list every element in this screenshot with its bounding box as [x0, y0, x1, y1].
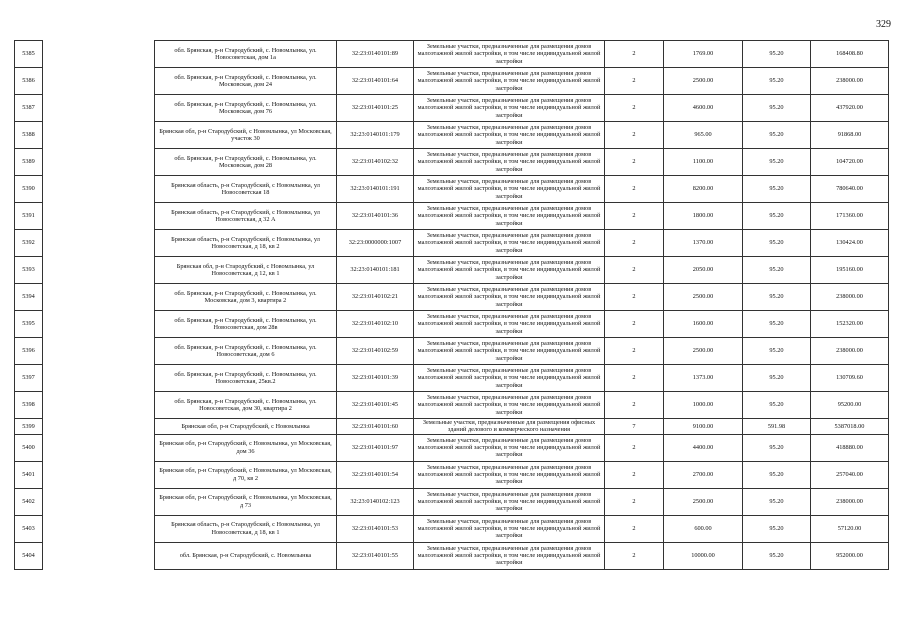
row-number: 5387: [15, 95, 43, 122]
blank-gap: [43, 203, 155, 230]
rate-cell: 95.20: [743, 230, 811, 257]
blank-gap: [43, 365, 155, 392]
table-row: [15, 257, 889, 284]
row-number: 5390: [15, 176, 43, 203]
group-cell: 2: [605, 392, 664, 419]
area-cell: 2700.00: [664, 461, 743, 488]
cadastral-number-cell: 32:23:0140101:53: [337, 515, 414, 542]
cadastral-number-cell: 32:23:0140101:54: [337, 461, 414, 488]
address-cell: Брянская область, р-н Стародубский, с Новомлынка, ул Новосоветская 18: [155, 176, 337, 203]
cadastral-number-cell: 32:23:0140101:179: [337, 122, 414, 149]
area-cell: 4600.00: [664, 95, 743, 122]
rate-cell: 95.20: [743, 392, 811, 419]
group-cell: 2: [605, 488, 664, 515]
land-use-cell: Земельные участки, предназначенные для размещения домов малоэтажной жилой застройки, в том числе индивидуальной жилой застройки: [414, 515, 605, 542]
row-number: 5395: [15, 311, 43, 338]
table-row: [15, 149, 889, 176]
address-cell: обл. Брянская, р-н Стародубский, с. Новомлынка, ул. Новосоветская, дом 28в: [155, 311, 337, 338]
blank-gap: [43, 257, 155, 284]
address-cell: Брянская обл, р-н Стародубский, с Новомлынка, ул Московская, д 73: [155, 488, 337, 515]
land-use-cell: Земельные участки, предназначенные для размещения домов малоэтажной жилой застройки, в том числе индивидуальной жилой застройки: [414, 122, 605, 149]
group-cell: 2: [605, 284, 664, 311]
land-use-cell: Земельные участки, предназначенные для размещения домов малоэтажной жилой застройки, в том числе индивидуальной жилой застройки: [414, 434, 605, 461]
page-number: 329: [876, 19, 891, 30]
rate-cell: 95.20: [743, 149, 811, 176]
row-number: 5397: [15, 365, 43, 392]
address-cell: Брянская область, р-н Стародубский, с Новомлынка, ул Новосоветская, д 18, кв 1: [155, 515, 337, 542]
rate-cell: 95.20: [743, 41, 811, 68]
land-use-cell: Земельные участки, предназначенные для размещения домов малоэтажной жилой застройки, в том числе индивидуальной жилой застройки: [414, 365, 605, 392]
area-cell: 1600.00: [664, 311, 743, 338]
area-cell: 2500.00: [664, 68, 743, 95]
land-use-cell: Земельные участки, предназначенные для размещения домов малоэтажной жилой застройки, в том числе индивидуальной жилой застройки: [414, 176, 605, 203]
table-row: [15, 338, 889, 365]
table-row: [15, 392, 889, 419]
area-cell: 600.00: [664, 515, 743, 542]
blank-gap: [43, 176, 155, 203]
group-cell: 2: [605, 542, 664, 569]
rate-cell: 95.20: [743, 515, 811, 542]
cadastral-value-cell: 195160.00: [811, 257, 889, 284]
row-number: 5399: [15, 419, 43, 435]
address-cell: обл. Брянская, р-н Стародубский, с. Новомлынка, ул. Новосоветская, дом 30, квартира 2: [155, 392, 337, 419]
address-cell: обл. Брянская, р-н Стародубский, с. Новомлынка, ул. Московская, дом 3, квартира 2: [155, 284, 337, 311]
cadastral-number-cell: 32:23:0140101:36: [337, 203, 414, 230]
address-cell: Брянская область, р-н Стародубский, с Новомлынка, ул Новосоветская, д 18, кв 2: [155, 230, 337, 257]
group-cell: 2: [605, 311, 664, 338]
blank-gap: [43, 515, 155, 542]
area-cell: 965.00: [664, 122, 743, 149]
cadastral-number-cell: 32:23:0140102:32: [337, 149, 414, 176]
table-row: [15, 515, 889, 542]
cadastral-value-cell: 238000.00: [811, 338, 889, 365]
address-cell: Брянская обл, р-н Стародубский, с Новомлынка, ул Московская, участок 30: [155, 122, 337, 149]
group-cell: 2: [605, 365, 664, 392]
blank-gap: [43, 41, 155, 68]
row-number: 5388: [15, 122, 43, 149]
cadastral-number-cell: 32:23:0140101:39: [337, 365, 414, 392]
group-cell: 7: [605, 419, 664, 435]
land-use-cell: Земельные участки, предназначенные для размещения домов малоэтажной жилой застройки, в том числе индивидуальной жилой застройки: [414, 41, 605, 68]
cadastral-number-cell: 32:23:0140101:97: [337, 434, 414, 461]
table-row: [15, 488, 889, 515]
area-cell: 9100.00: [664, 419, 743, 435]
rate-cell: 95.20: [743, 95, 811, 122]
rate-cell: 95.20: [743, 311, 811, 338]
address-cell: обл. Брянская, р-н Стародубский, с. Новомлынка, ул. Новосоветская, 25кв.2: [155, 365, 337, 392]
blank-gap: [43, 311, 155, 338]
table-row: [15, 203, 889, 230]
cadastral-number-cell: 32:23:0140102:10: [337, 311, 414, 338]
row-number: 5398: [15, 392, 43, 419]
blank-gap: [43, 392, 155, 419]
group-cell: 2: [605, 41, 664, 68]
land-use-cell: Земельные участки, предназначенные для размещения домов малоэтажной жилой застройки, в том числе индивидуальной жилой застройки: [414, 488, 605, 515]
row-number: 5389: [15, 149, 43, 176]
blank-gap: [43, 419, 155, 435]
address-cell: Брянская обл, р-н Стародубский, с Новомлынка, ул Московская, дом 36: [155, 434, 337, 461]
cadastral-value-cell: 437920.00: [811, 95, 889, 122]
cadastral-value-cell: 152320.00: [811, 311, 889, 338]
rate-cell: 95.20: [743, 284, 811, 311]
cadastral-value-cell: 5387018.00: [811, 419, 889, 435]
group-cell: 2: [605, 203, 664, 230]
table-row: [15, 461, 889, 488]
cadastral-value-cell: 238000.00: [811, 488, 889, 515]
row-number: 5394: [15, 284, 43, 311]
registry-table: [14, 40, 889, 570]
rate-cell: 95.20: [743, 176, 811, 203]
land-use-cell: Земельные участки, предназначенные для размещения домов малоэтажной жилой застройки, в том числе индивидуальной жилой застройки: [414, 230, 605, 257]
rate-cell: 95.20: [743, 68, 811, 95]
cadastral-value-cell: 130709.60: [811, 365, 889, 392]
cadastral-value-cell: 104720.00: [811, 149, 889, 176]
cadastral-value-cell: 171360.00: [811, 203, 889, 230]
cadastral-value-cell: 238000.00: [811, 284, 889, 311]
blank-gap: [43, 68, 155, 95]
table-row: [15, 41, 889, 68]
cadastral-value-cell: 238000.00: [811, 68, 889, 95]
blank-gap: [43, 95, 155, 122]
blank-gap: [43, 284, 155, 311]
cadastral-number-cell: 32:23:0140101:181: [337, 257, 414, 284]
address-cell: Брянская обл, р-н Стародубский, с Новомлынка, ул Московская, д 70, кв 2: [155, 461, 337, 488]
address-cell: Брянская область, р-н Стародубский, с Новомлынка, ул Новосоветская, д 32 А: [155, 203, 337, 230]
blank-gap: [43, 338, 155, 365]
group-cell: 2: [605, 434, 664, 461]
table-row: [15, 434, 889, 461]
area-cell: 1370.00: [664, 230, 743, 257]
address-cell: обл. Брянская, р-н Стародубский, с. Новомлынка, ул. Московская, дом 76: [155, 95, 337, 122]
registry-rows: [15, 41, 889, 570]
row-number: 5385: [15, 41, 43, 68]
cadastral-value-cell: 91868.00: [811, 122, 889, 149]
group-cell: 2: [605, 95, 664, 122]
blank-gap: [43, 461, 155, 488]
area-cell: 10000.00: [664, 542, 743, 569]
area-cell: 1800.00: [664, 203, 743, 230]
land-use-cell: Земельные участки, предназначенные для размещения офисных зданий делового и коммерческого назначения: [414, 419, 605, 435]
cadastral-value-cell: 952000.00: [811, 542, 889, 569]
table-row: [15, 68, 889, 95]
row-number: 5392: [15, 230, 43, 257]
cadastral-number-cell: 32:23:0140101:25: [337, 95, 414, 122]
land-use-cell: Земельные участки, предназначенные для размещения домов малоэтажной жилой застройки, в том числе индивидуальной жилой застройки: [414, 338, 605, 365]
cadastral-number-cell: 32:23:0140101:55: [337, 542, 414, 569]
group-cell: 2: [605, 176, 664, 203]
land-use-cell: Земельные участки, предназначенные для размещения домов малоэтажной жилой застройки, в том числе индивидуальной жилой застройки: [414, 542, 605, 569]
table-row: [15, 176, 889, 203]
cadastral-number-cell: 32:23:0140101:45: [337, 392, 414, 419]
table-row: [15, 95, 889, 122]
area-cell: 8200.00: [664, 176, 743, 203]
rate-cell: 95.20: [743, 434, 811, 461]
area-cell: 2500.00: [664, 338, 743, 365]
land-use-cell: Земельные участки, предназначенные для размещения домов малоэтажной жилой застройки, в том числе индивидуальной жилой застройки: [414, 203, 605, 230]
row-number: 5400: [15, 434, 43, 461]
cadastral-number-cell: 32:23:0140102:21: [337, 284, 414, 311]
area-cell: 1000.00: [664, 392, 743, 419]
row-number: 5402: [15, 488, 43, 515]
land-use-cell: Земельные участки, предназначенные для размещения домов малоэтажной жилой застройки, в том числе индивидуальной жилой застройки: [414, 311, 605, 338]
cadastral-value-cell: 95200.00: [811, 392, 889, 419]
row-number: 5393: [15, 257, 43, 284]
row-number: 5403: [15, 515, 43, 542]
blank-gap: [43, 488, 155, 515]
land-use-cell: Земельные участки, предназначенные для размещения домов малоэтажной жилой застройки, в том числе индивидуальной жилой застройки: [414, 149, 605, 176]
cadastral-number-cell: 32:23:0140101:89: [337, 41, 414, 68]
rate-cell: 95.20: [743, 488, 811, 515]
blank-gap: [43, 434, 155, 461]
blank-gap: [43, 542, 155, 569]
cadastral-number-cell: 32:23:0000000:1007: [337, 230, 414, 257]
land-use-cell: Земельные участки, предназначенные для размещения домов малоэтажной жилой застройки, в том числе индивидуальной жилой застройки: [414, 392, 605, 419]
area-cell: 1373.00: [664, 365, 743, 392]
cadastral-number-cell: 32:23:0140102:123: [337, 488, 414, 515]
row-number: 5401: [15, 461, 43, 488]
table-row: [15, 311, 889, 338]
table-row: [15, 230, 889, 257]
address-cell: обл. Брянская, р-н Стародубский, с. Новомлынка: [155, 542, 337, 569]
cadastral-value-cell: 168408.80: [811, 41, 889, 68]
rate-cell: 95.20: [743, 122, 811, 149]
cadastral-value-cell: 57120.00: [811, 515, 889, 542]
cadastral-value-cell: 257040.00: [811, 461, 889, 488]
group-cell: 2: [605, 149, 664, 176]
group-cell: 2: [605, 257, 664, 284]
land-use-cell: Земельные участки, предназначенные для размещения домов малоэтажной жилой застройки, в том числе индивидуальной жилой застройки: [414, 95, 605, 122]
blank-gap: [43, 122, 155, 149]
rate-cell: 95.20: [743, 365, 811, 392]
land-use-cell: Земельные участки, предназначенные для размещения домов малоэтажной жилой застройки, в том числе индивидуальной жилой застройки: [414, 461, 605, 488]
blank-gap: [43, 149, 155, 176]
rate-cell: 95.20: [743, 257, 811, 284]
address-cell: Брянская обл, р-н Стародубский, с Новомлынка, ул Новосоветская, д 12, кв 1: [155, 257, 337, 284]
rate-cell: 95.20: [743, 542, 811, 569]
cadastral-number-cell: 32:23:0140102:59: [337, 338, 414, 365]
row-number: 5404: [15, 542, 43, 569]
address-cell: Брянская обл, р-н Стародубский, с Новомлынка: [155, 419, 337, 435]
area-cell: 2500.00: [664, 284, 743, 311]
cadastral-number-cell: 32:23:0140101:191: [337, 176, 414, 203]
address-cell: обл. Брянская, р-н Стародубский, с. Новомлынка, ул. Московская, дом 24: [155, 68, 337, 95]
address-cell: обл. Брянская, р-н Стародубский, с. Новомлынка, ул. Новосоветская, дом 1а: [155, 41, 337, 68]
row-number: 5386: [15, 68, 43, 95]
row-number: 5391: [15, 203, 43, 230]
cadastral-number-cell: 32:23:0140101:64: [337, 68, 414, 95]
group-cell: 2: [605, 230, 664, 257]
group-cell: 2: [605, 122, 664, 149]
rate-cell: 591.98: [743, 419, 811, 435]
area-cell: 1769.00: [664, 41, 743, 68]
address-cell: обл. Брянская, р-н Стародубский, с. Новомлынка, ул. Новосоветская, дом 6: [155, 338, 337, 365]
land-use-cell: Земельные участки, предназначенные для размещения домов малоэтажной жилой застройки, в том числе индивидуальной жилой застройки: [414, 257, 605, 284]
group-cell: 2: [605, 68, 664, 95]
rate-cell: 95.20: [743, 461, 811, 488]
area-cell: 2500.00: [664, 488, 743, 515]
blank-gap: [43, 230, 155, 257]
cadastral-value-cell: 130424.00: [811, 230, 889, 257]
group-cell: 2: [605, 515, 664, 542]
row-number: 5396: [15, 338, 43, 365]
cadastral-number-cell: 32:23:0140101:60: [337, 419, 414, 435]
area-cell: 2050.00: [664, 257, 743, 284]
group-cell: 2: [605, 338, 664, 365]
area-cell: 1100.00: [664, 149, 743, 176]
address-cell: обл. Брянская, р-н Стародубский, с. Новомлынка, ул. Московская, дом 28: [155, 149, 337, 176]
table-row: [15, 419, 889, 435]
table-row: [15, 284, 889, 311]
area-cell: 4400.00: [664, 434, 743, 461]
cadastral-value-cell: 780640.00: [811, 176, 889, 203]
rate-cell: 95.20: [743, 203, 811, 230]
group-cell: 2: [605, 461, 664, 488]
table-row: [15, 365, 889, 392]
table-row: [15, 122, 889, 149]
cadastral-value-cell: 418880.00: [811, 434, 889, 461]
land-use-cell: Земельные участки, предназначенные для размещения домов малоэтажной жилой застройки, в том числе индивидуальной жилой застройки: [414, 68, 605, 95]
table-row: [15, 542, 889, 569]
land-use-cell: Земельные участки, предназначенные для размещения домов малоэтажной жилой застройки, в том числе индивидуальной жилой застройки: [414, 284, 605, 311]
rate-cell: 95.20: [743, 338, 811, 365]
